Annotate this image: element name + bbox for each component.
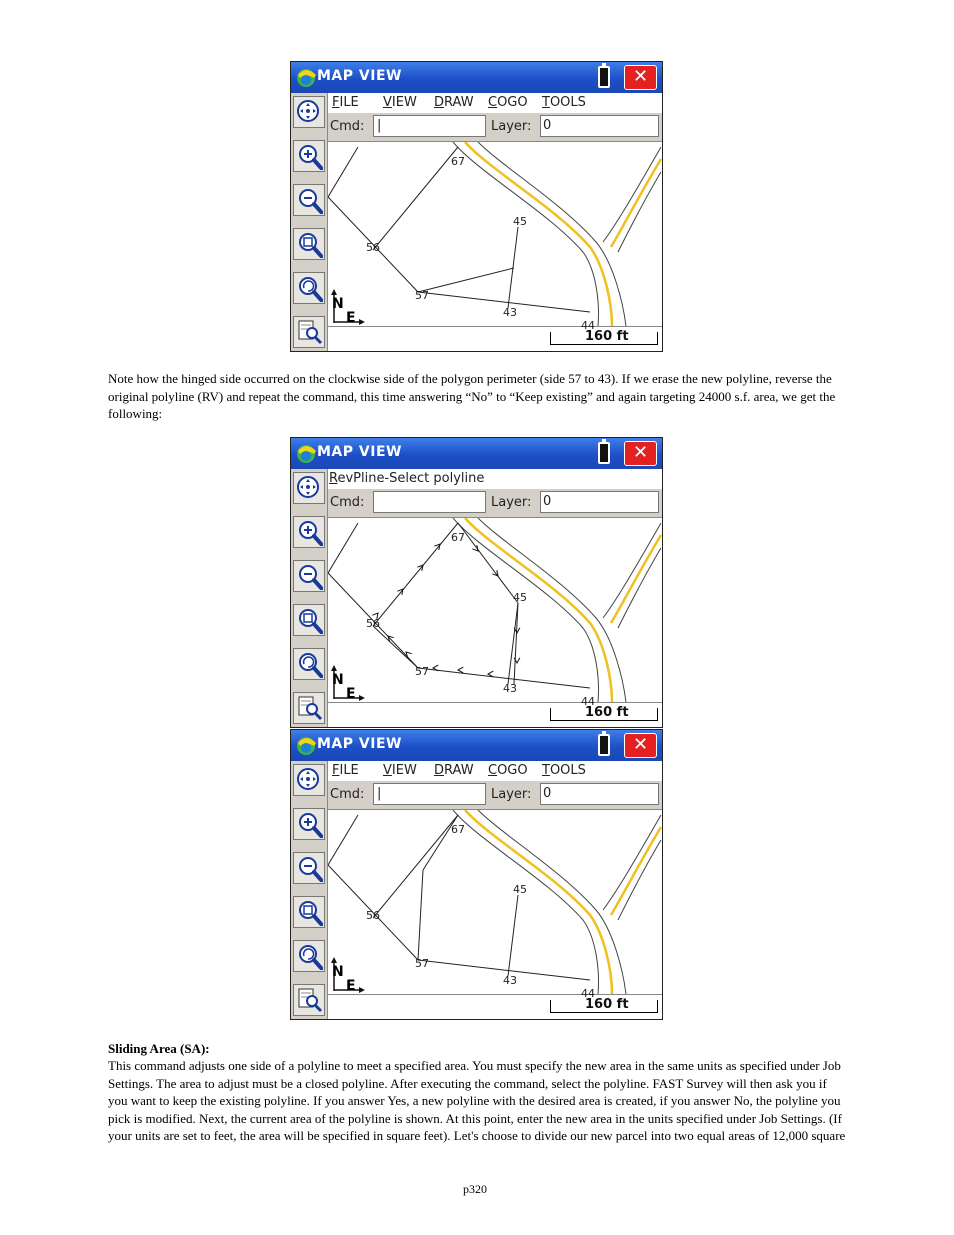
window-title: MAP VIEW xyxy=(317,68,402,84)
point-label: 56 xyxy=(366,617,380,630)
window-title: MAP VIEW xyxy=(317,736,402,752)
zoom-in-button[interactable] xyxy=(293,808,325,840)
point-label: 43 xyxy=(503,974,517,987)
zoom-previous-button[interactable] xyxy=(293,272,325,304)
zoom-window-button[interactable] xyxy=(293,604,325,636)
intro-paragraph: Note how the hinged side occurred on the clockwise side of the polygon perimeter (side 57 to 43). If we erase the new polyline, reverse the original polyline (RV) and repeat the command, this time answering “No” to “Keep existing” and again targeting 24000 s.f. area, we get the following: xyxy=(108,371,836,422)
command-bar xyxy=(328,781,662,810)
menu-cogo[interactable]: COGO xyxy=(488,95,528,110)
zoom-in-button[interactable] xyxy=(293,516,325,548)
status-bar xyxy=(328,994,662,1019)
layer-input[interactable]: 0 xyxy=(540,783,659,805)
window-title: MAP VIEW xyxy=(317,444,402,460)
zoom-window-button[interactable] xyxy=(293,228,325,260)
point-label: 44 xyxy=(581,987,595,1000)
map-canvas[interactable] xyxy=(328,810,662,994)
point-label: 57 xyxy=(415,289,429,302)
zoom-previous-button[interactable] xyxy=(293,940,325,972)
battery-icon xyxy=(598,66,610,88)
title-bar xyxy=(291,62,662,93)
cmd-label: Cmd: xyxy=(330,787,365,802)
zoom-out-button[interactable] xyxy=(293,560,325,592)
point-label: 43 xyxy=(503,682,517,695)
zoom-out-button[interactable] xyxy=(293,852,325,884)
layer-label: Layer: xyxy=(491,787,532,802)
point-label: 67 xyxy=(451,823,465,836)
map-view-screenshot-3 xyxy=(290,729,663,1020)
prompt-row xyxy=(328,469,662,489)
menu-draw[interactable]: DRAW xyxy=(434,763,474,778)
point-label: 45 xyxy=(513,215,527,228)
layer-label: Layer: xyxy=(491,495,532,510)
north-label: N xyxy=(332,964,344,980)
close-button[interactable]: ✕ xyxy=(624,65,657,90)
east-label: E xyxy=(346,310,356,326)
cmd-input[interactable]: | xyxy=(373,783,486,805)
map-view-screenshot-1 xyxy=(290,61,663,352)
scale-label: 160 ft xyxy=(585,705,629,720)
close-button[interactable]: ✕ xyxy=(624,733,657,758)
section-heading: Sliding Area (SA): xyxy=(108,1041,210,1056)
zoom-window-button[interactable] xyxy=(293,896,325,928)
point-label: 56 xyxy=(366,909,380,922)
map-toolbar xyxy=(291,93,328,351)
map-toolbar xyxy=(291,761,328,1019)
menu-view[interactable]: VIEW xyxy=(383,763,417,778)
pan-button[interactable] xyxy=(293,472,325,504)
menu-bar xyxy=(328,93,662,113)
battery-icon xyxy=(598,442,610,464)
layer-input[interactable]: 0 xyxy=(540,491,659,513)
menu-draw[interactable]: DRAW xyxy=(434,95,474,110)
menu-file[interactable]: FILE xyxy=(332,95,359,110)
point-label: 44 xyxy=(581,695,595,708)
zoom-extents-button[interactable] xyxy=(293,984,325,1016)
cmd-label: Cmd: xyxy=(330,119,365,134)
title-bar xyxy=(291,730,662,761)
sliding-area-description: This command adjusts one side of a polyline to meet a specified area. You must specify the new area in the same units as specified under Job Settings. The area to adjust must be a closed polyline. After executing the command, select the polyline. FAST Survey will then ask you if you want to keep the existing polyline. If you answer Yes, a new polyline with the desired area is created, if you answer No, the polyline you pick is modified. Next, the current area of the polyline is shown. At this point, enter the new area in the units specified under Job Settings. (If your units are set to feet, the area will be specified in square feet). Let's choose to divide our new parcel into two equal areas of 12,000 square xyxy=(108,1058,846,1144)
zoom-extents-button[interactable] xyxy=(293,692,325,724)
east-label: E xyxy=(346,978,356,994)
layer-label: Layer: xyxy=(491,119,532,134)
page-number: p320 xyxy=(463,1182,487,1196)
map-toolbar xyxy=(291,469,328,727)
menu-cogo[interactable]: COGO xyxy=(488,763,528,778)
point-label: 43 xyxy=(503,306,517,319)
zoom-extents-button[interactable] xyxy=(293,316,325,348)
point-label: 56 xyxy=(366,241,380,254)
zoom-out-button[interactable] xyxy=(293,184,325,216)
cmd-input[interactable] xyxy=(373,491,486,513)
map-canvas[interactable] xyxy=(328,518,662,702)
title-bar xyxy=(291,438,662,469)
point-label: 45 xyxy=(513,591,527,604)
point-label: 67 xyxy=(451,531,465,544)
east-label: E xyxy=(346,686,356,702)
north-label: N xyxy=(332,672,344,688)
map-canvas[interactable] xyxy=(328,142,662,326)
layer-input[interactable]: 0 xyxy=(540,115,659,137)
cmd-input[interactable]: | xyxy=(373,115,486,137)
battery-icon xyxy=(598,734,610,756)
menu-bar xyxy=(328,761,662,781)
point-label: 67 xyxy=(451,155,465,168)
pan-button[interactable] xyxy=(293,764,325,796)
point-label: 57 xyxy=(415,665,429,678)
status-bar xyxy=(328,702,662,727)
command-bar xyxy=(328,113,662,142)
status-bar xyxy=(328,326,662,351)
pan-button[interactable] xyxy=(293,96,325,128)
command-bar xyxy=(328,489,662,518)
close-button[interactable]: ✕ xyxy=(624,441,657,466)
scale-label: 160 ft xyxy=(585,329,629,344)
point-label: 44 xyxy=(581,319,595,332)
map-view-screenshot-2 xyxy=(290,437,663,728)
command-prompt: RevPline-Select polyline xyxy=(329,471,485,486)
menu-tools[interactable]: TOOLS xyxy=(542,763,586,778)
point-label: 45 xyxy=(513,883,527,896)
menu-file[interactable]: FILE xyxy=(332,763,359,778)
point-label: 57 xyxy=(415,957,429,970)
zoom-in-button[interactable] xyxy=(293,140,325,172)
zoom-previous-button[interactable] xyxy=(293,648,325,680)
scale-label: 160 ft xyxy=(585,997,629,1012)
menu-view[interactable]: VIEW xyxy=(383,95,417,110)
cmd-label: Cmd: xyxy=(330,495,365,510)
menu-tools[interactable]: TOOLS xyxy=(542,95,586,110)
north-label: N xyxy=(332,296,344,312)
